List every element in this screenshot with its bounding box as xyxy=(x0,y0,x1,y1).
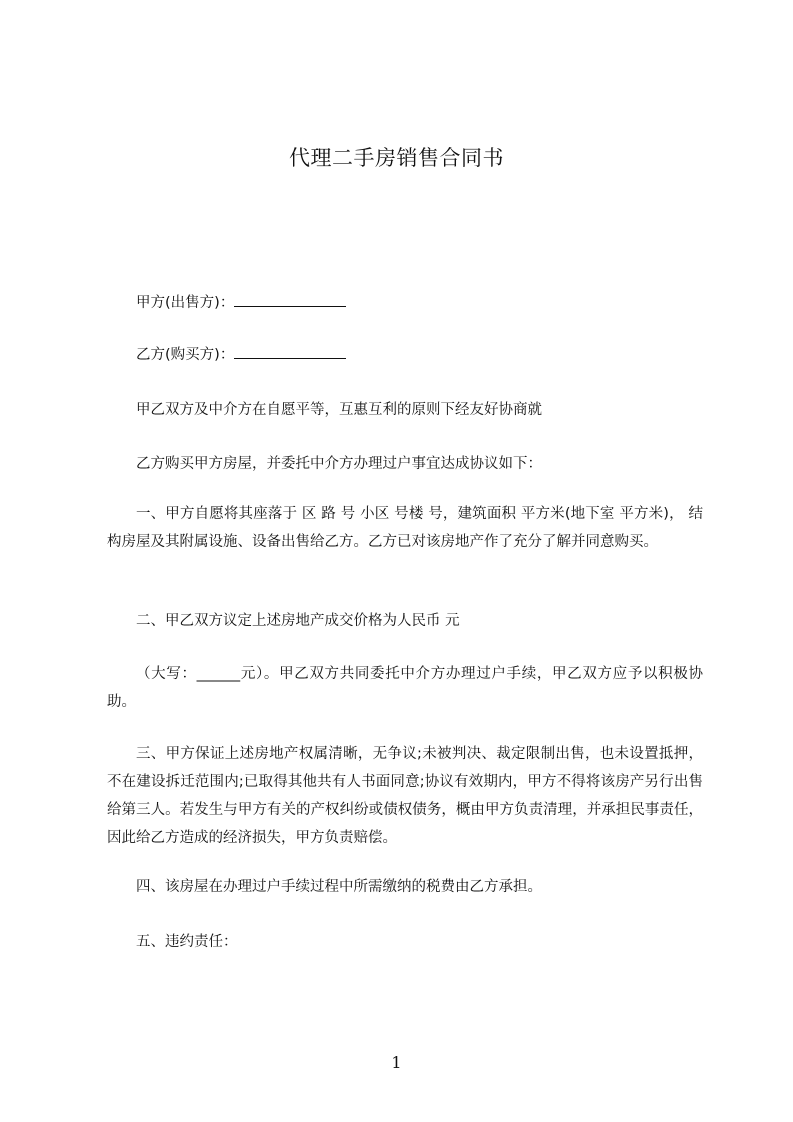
clause-2: 二、甲乙双方议定上述房地产成交价格为人民币 元 xyxy=(136,613,460,629)
document-title: 代理二手房销售合同书 xyxy=(289,146,504,170)
party-b-line xyxy=(107,340,736,369)
clause-3: 三、甲方保证上述房地产权属清晰，无争议;未被判决、裁定限制出售，也未设置抵押，不在建设拆迁范围内;已取得其他共有人书面同意;协议有效期内，甲方不得将该房产另行出售给第三人。若发生与甲方有关的产权纠纷或债权债务，概由甲方负责清理，并承担民事责任，因此给乙方造成的经济损失，甲方负责赔偿。 xyxy=(107,746,703,846)
clause-2-continuation: （大写：______元）。甲乙双方共同委托中介方办理过户手续，甲乙双方应予以积极协助。 xyxy=(107,666,703,710)
intro-line-1: 甲乙双方及中介方在自愿平等，互惠互利的原则下经友好协商就 xyxy=(136,402,542,418)
party-a-blank xyxy=(234,288,346,307)
intro-line-2: 乙方购买甲方房屋，并委托中介方办理过户事宜达成协议如下： xyxy=(136,456,542,472)
party-a-label: 甲方(出售方)： xyxy=(136,295,235,311)
party-b-blank xyxy=(234,340,346,359)
clause-4: 四、该房屋在办理过户手续过程中所需缴纳的税费由乙方承担。 xyxy=(136,879,542,895)
party-a-line xyxy=(107,288,736,317)
clause-1: 一、甲方自愿将其座落于 区 路 号 小区 号楼 号，建筑面积 平方米(地下室 平方米)， 结构房屋及其附属设施、设备出售给乙方。乙方已对该房地产作了充分了解并同意购买。 xyxy=(107,506,703,550)
page-number: 1 xyxy=(391,1053,402,1072)
party-b-label: 乙方(购买方)： xyxy=(136,347,235,363)
clause-5: 五、违约责任： xyxy=(136,934,238,950)
